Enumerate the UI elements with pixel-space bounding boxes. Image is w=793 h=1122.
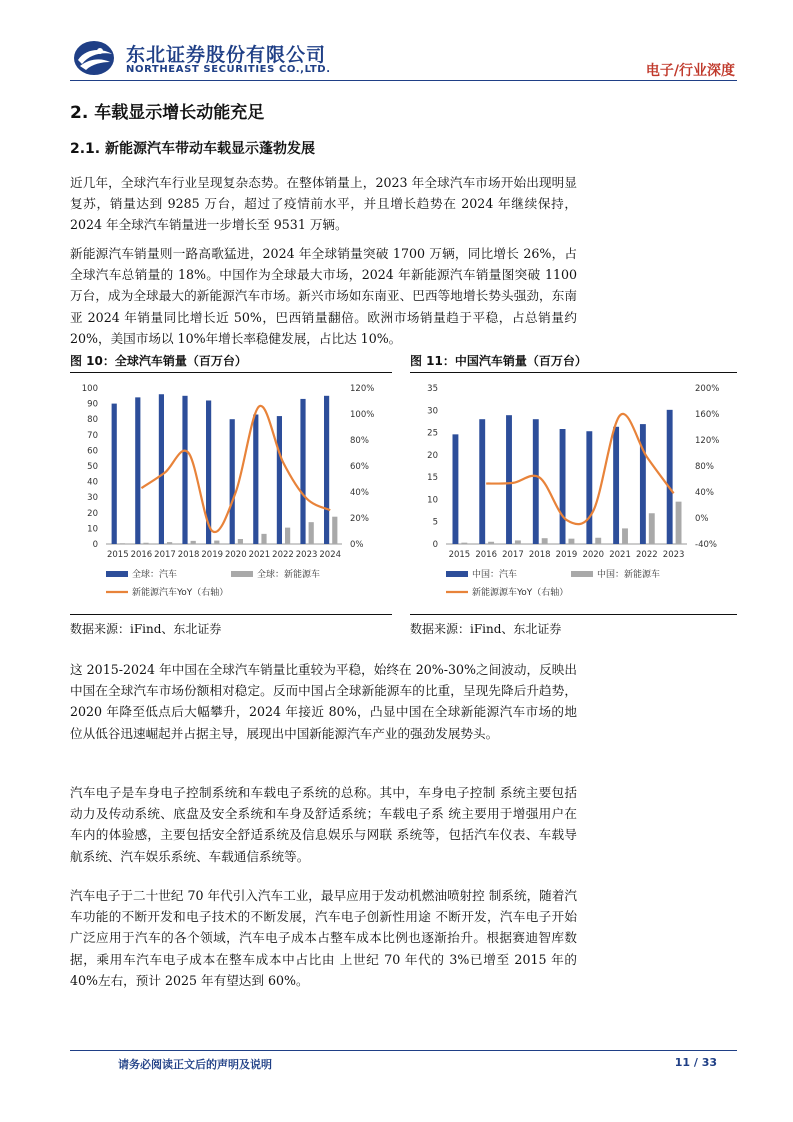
paragraph-china-share: 这 2015-2024 年中国在全球汽车销量比重较为平稳，始终在 20%-30%之间波动，反映出中国在全球汽车市场份额相对稳定。反而中国占全球新能源车的比重，呈现先降后升趋势，2020 年降至低点后大幅攀升，2024 年接近 80%，凸显中国在全球新能源汽车市场的地位从低谷迅速崛起并占据主导，展现出中国新能源汽车产业的强劲发展势头。 (70, 662, 577, 741)
bar-nev (191, 541, 196, 544)
figure10-title: 图 10：全球汽车销量（百万台） (70, 354, 247, 368)
y-right-tick-label: 80% (350, 436, 369, 446)
y-left-tick-label: 5 (432, 517, 438, 528)
x-tick-label: 2015 (448, 550, 471, 560)
figure11-title: 图 11：中国汽车销量（百万台） (410, 354, 587, 368)
y-right-tick-label: 0% (350, 540, 364, 550)
bar-nev (542, 538, 548, 544)
y-left-tick-label: 100 (81, 384, 98, 394)
bar-total (300, 399, 305, 544)
y-left-tick-label: 50 (87, 462, 98, 472)
section-heading: 2. 车载显示增长动能充足 (70, 103, 265, 123)
y-right-tick-label: 120% (350, 384, 375, 394)
bar-nev (285, 528, 290, 544)
figure10-rule (70, 372, 392, 373)
bar-nev (167, 542, 172, 544)
footer-disclaimer: 请务必阅读正文后的声明及说明 (118, 1058, 272, 1071)
global-sales-chart (70, 376, 392, 612)
bar-total (613, 427, 619, 544)
figure11-bottom-rule (410, 614, 737, 615)
report-category: 电子/行业深度 (645, 63, 735, 79)
legend-swatch-total (106, 571, 128, 577)
bar-nev (676, 502, 682, 544)
bar-total (253, 415, 258, 544)
y-right-tick-label: 40% (695, 488, 714, 498)
legend-label-nev: 全球：新能源车 (257, 570, 321, 580)
y-right-tick-label: 100% (350, 410, 375, 420)
figure10-source: 数据来源：iFind、东北证券 (70, 622, 222, 636)
paragraph-auto-electronics-history: 汽车电子于二十世纪 70 年代引入汽车工业，最早应用于发动机燃油喷射控 制系统，随着汽车功能的不断开发和电子技术的不断发展，汽车电子创新性用途 不断开发，汽车电子开始广泛应用于汽车的各个领域，汽车电子成本占整车成本比例也逐渐抬升。根据赛迪智库数据，乘用车汽车电子成本在整车成本中占比由 上世纪 70 年代的 3%已增至 2015 年的 40%左右，预计 2025 年有望达到 60%。 (70, 888, 577, 988)
x-tick-label: 2022 (272, 550, 294, 560)
y-left-tick-label: 70 (87, 430, 98, 441)
bar-nev (488, 542, 494, 544)
bar-total (159, 394, 164, 544)
bar-nev (214, 541, 219, 544)
x-tick-label: 2023 (662, 550, 685, 560)
x-tick-label: 2023 (295, 550, 318, 560)
bar-total (452, 434, 458, 544)
bar-total (277, 416, 282, 544)
company-name-en: NORTHEAST SECURITIES CO.,LTD. (126, 64, 331, 75)
bar-total (230, 419, 235, 544)
x-tick-label: 2020 (224, 550, 247, 560)
bar-total (135, 397, 140, 544)
x-tick-label: 2019 (555, 550, 578, 560)
bar-nev (238, 539, 243, 544)
legend-label-total: 中国：汽车 (472, 570, 518, 580)
y-right-tick-label: 40% (350, 488, 369, 498)
bar-nev (569, 539, 575, 544)
legend-label-yoy: 新能源源车YoY（右轴） (472, 588, 569, 598)
y-left-tick-label: 25 (427, 428, 438, 439)
bar-total (324, 396, 329, 544)
y-right-tick-label: 80% (695, 462, 714, 472)
bar-nev (649, 513, 655, 544)
china-sales-chart (410, 376, 737, 612)
y-left-tick-label: 10 (87, 524, 98, 535)
y-left-tick-label: 80 (87, 415, 98, 426)
y-right-tick-label: 160% (695, 410, 720, 420)
x-tick-label: 2021 (609, 550, 631, 560)
figure11-rule (410, 372, 737, 373)
paragraph-global-sales: 近几年，全球汽车行业呈现复杂态势。在整体销量上，2023 年全球汽车市场开始出现明显复苏，销量达到 9285 万台，超过了疫情前水平，并且增长趋势在 2024 年继续保持，2024 年全球汽车销量进一步增长至 9531 万辆。 (70, 175, 577, 233)
company-logo (72, 38, 120, 78)
y-left-tick-label: 90 (87, 399, 98, 410)
company-name-cn: 东北证券股份有限公司 (126, 44, 327, 66)
x-tick-label: 2019 (201, 550, 224, 560)
bar-total (479, 419, 485, 544)
subsection-heading: 2.1. 新能源汽车带动车载显示蓬勃发展 (70, 141, 315, 157)
bar-nev (143, 543, 148, 544)
x-tick-label: 2018 (177, 550, 200, 560)
bar-nev (261, 534, 266, 544)
footer-divider (70, 1050, 737, 1051)
x-tick-label: 2016 (475, 550, 497, 560)
y-left-tick-label: 0 (92, 540, 98, 550)
bar-nev (595, 538, 601, 544)
y-left-tick-label: 40 (87, 477, 98, 488)
bar-nev (120, 543, 125, 544)
y-left-tick-label: 30 (427, 406, 438, 417)
y-right-tick-label: -40% (695, 540, 717, 550)
header-divider (70, 80, 737, 81)
x-tick-label: 2016 (130, 550, 153, 560)
bar-nev (461, 543, 467, 544)
y-right-tick-label: 0% (695, 514, 709, 524)
x-tick-label: 2017 (502, 550, 524, 560)
x-tick-label: 2015 (106, 550, 129, 560)
bar-total (640, 424, 646, 544)
bar-nev (332, 517, 337, 544)
y-left-tick-label: 35 (427, 384, 438, 394)
bar-total (560, 429, 566, 544)
legend-label-yoy: 新能源汽车YoY（右轴） (132, 588, 229, 598)
bar-nev (309, 522, 314, 544)
y-right-tick-label: 20% (350, 514, 369, 524)
legend-swatch-total (446, 571, 468, 577)
bar-nev (515, 540, 521, 544)
y-left-tick-label: 20 (427, 450, 438, 461)
x-tick-label: 2020 (582, 550, 605, 560)
bar-nev (622, 528, 628, 544)
x-tick-label: 2021 (248, 550, 271, 560)
y-left-tick-label: 20 (87, 508, 98, 519)
y-right-tick-label: 200% (695, 384, 720, 394)
legend-label-nev: 中国：新能源车 (597, 570, 661, 580)
bar-total (182, 396, 187, 544)
x-tick-label: 2018 (528, 550, 551, 560)
page-number: 11 / 33 (674, 1056, 717, 1069)
x-tick-label: 2024 (319, 550, 342, 560)
paragraph-auto-electronics: 汽车电子是车身电子控制系统和车载电子系统的总称。其中，车身电子控制 系统主要包括动力及传动系统、底盘及安全系统和车身及舒适系统；车载电子系 统主要用于增强用户在车内的体验感，主要包括安全舒适系统及信息娱乐与网联 系统等，包括汽车仪表、车载导航系统、汽车娱乐系统、车载通信系统等。 (70, 785, 577, 864)
legend-swatch-nev (571, 571, 593, 577)
y-left-tick-label: 15 (427, 473, 438, 484)
bar-total (533, 419, 539, 544)
figure11-source: 数据来源：iFind、东北证券 (410, 622, 562, 636)
bar-total (667, 410, 673, 544)
bar-total (506, 415, 512, 544)
bar-total (586, 431, 592, 544)
y-left-tick-label: 60 (87, 446, 98, 457)
y-left-tick-label: 30 (87, 493, 98, 504)
y-left-tick-label: 10 (427, 495, 438, 506)
x-tick-label: 2017 (154, 550, 176, 560)
y-left-tick-label: 0 (432, 540, 438, 550)
paragraph-nev-sales: 新能源汽车销量则一路高歌猛进，2024 年全球销量突破 1700 万辆，同比增长 26%，占全球汽车总销量的 18%。中国作为全球最大市场，2024 年新能源汽车销量图突破 1100 万台，成为全球最大的新能源汽车市场。新兴市场如东南亚、巴西等地增长势头强劲，东南亚 2024 年销量同比增长近 50%，巴西销量翻倍。欧洲市场销量趋于平稳，占总销量约 20%，美国市场以 10%年增长率稳健发展，占比达 10%。 (70, 246, 577, 346)
bar-total (112, 404, 117, 544)
x-tick-label: 2022 (636, 550, 658, 560)
legend-swatch-nev (231, 571, 253, 577)
figure10-bottom-rule (70, 614, 392, 615)
y-right-tick-label: 120% (695, 436, 720, 446)
legend-label-total: 全球：汽车 (132, 570, 178, 580)
y-right-tick-label: 60% (350, 462, 369, 472)
